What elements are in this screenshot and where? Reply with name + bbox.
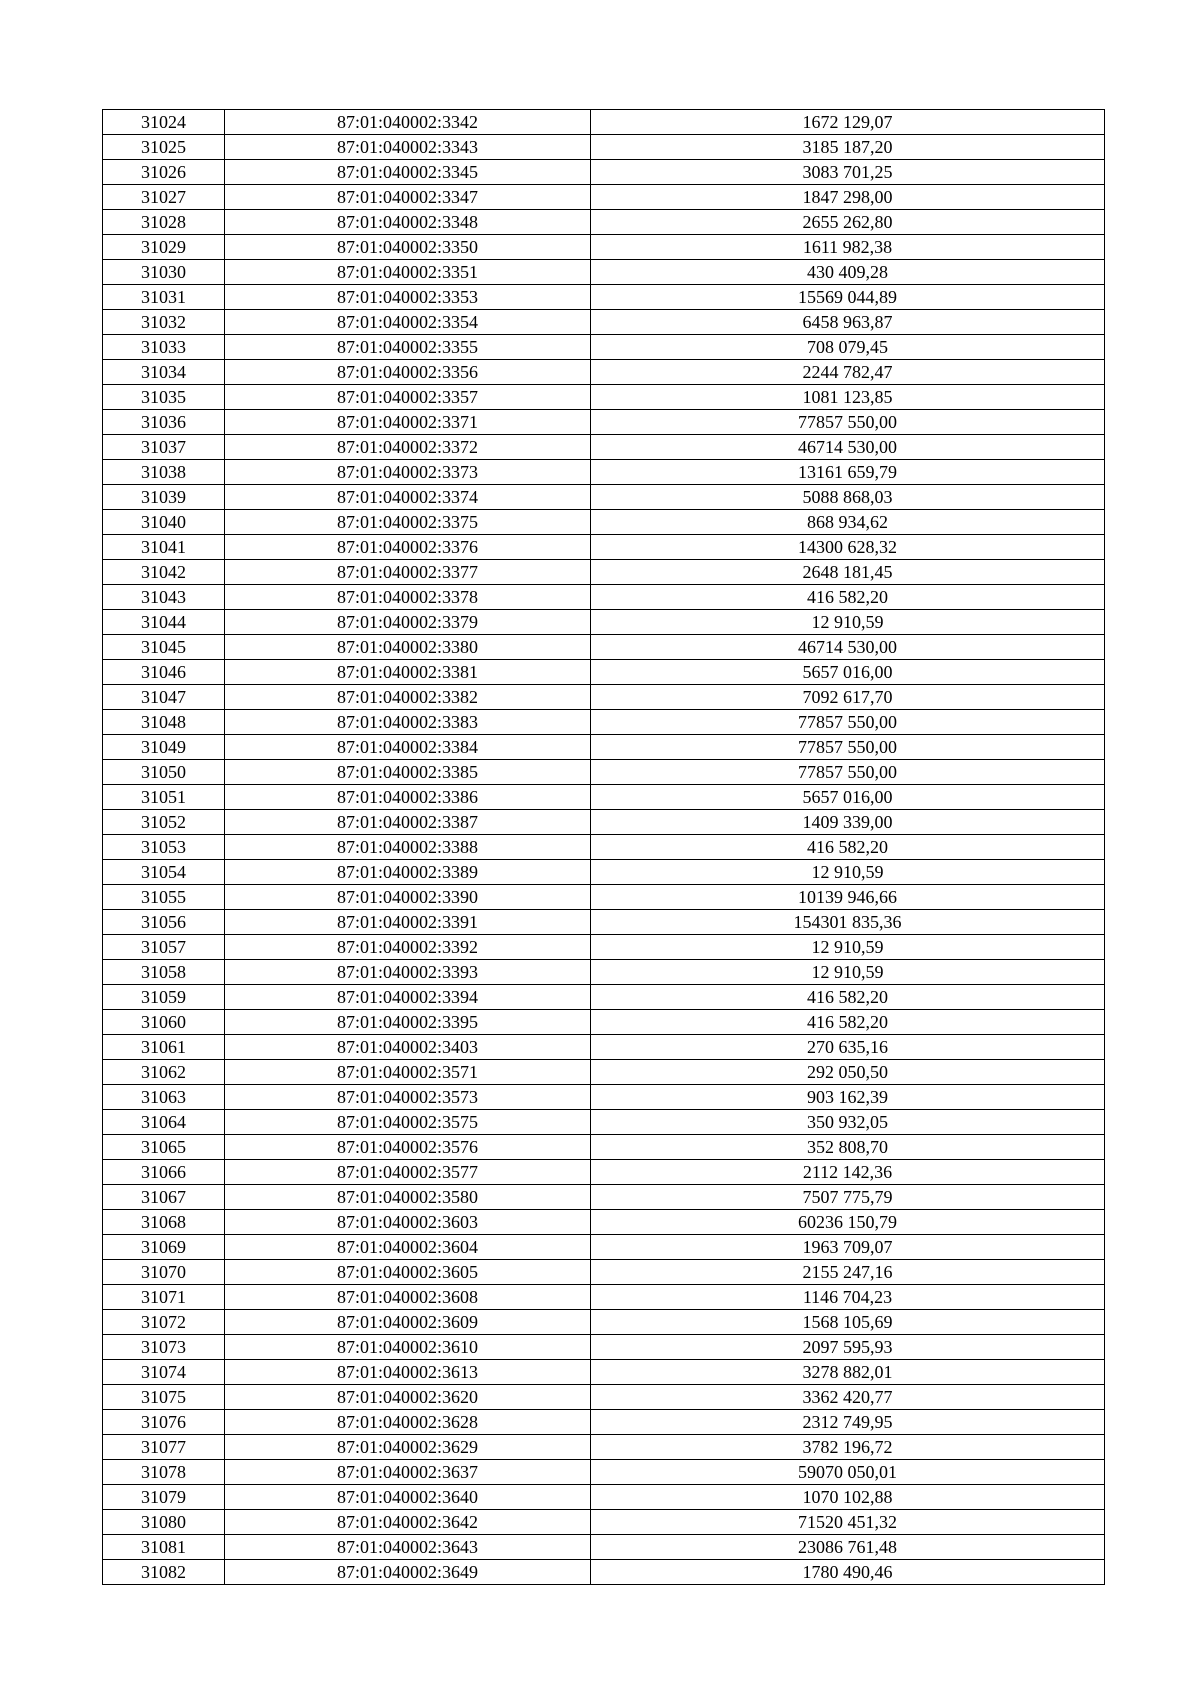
cadastral-value-cell: 1568 105,69 <box>591 1310 1105 1335</box>
cadastral-value-cell: 352 808,70 <box>591 1135 1105 1160</box>
row-number-cell: 31072 <box>103 1310 225 1335</box>
cadastral-number-cell: 87:01:040002:3571 <box>225 1060 591 1085</box>
cadastral-number-cell: 87:01:040002:3355 <box>225 335 591 360</box>
row-number-cell: 31027 <box>103 185 225 210</box>
table-row <box>103 635 1105 660</box>
row-number-cell: 31054 <box>103 860 225 885</box>
cadastral-number-cell: 87:01:040002:3605 <box>225 1260 591 1285</box>
cadastral-value-cell: 903 162,39 <box>591 1085 1105 1110</box>
cadastral-number-cell: 87:01:040002:3383 <box>225 710 591 735</box>
cadastral-value-cell: 1963 709,07 <box>591 1235 1105 1260</box>
row-number-cell: 31077 <box>103 1435 225 1460</box>
cadastral-value-cell: 416 582,20 <box>591 985 1105 1010</box>
row-number-cell: 31039 <box>103 485 225 510</box>
cadastral-number-cell: 87:01:040002:3604 <box>225 1235 591 1260</box>
cadastral-number-cell: 87:01:040002:3379 <box>225 610 591 635</box>
cadastral-number-cell: 87:01:040002:3378 <box>225 585 591 610</box>
cadastral-value-cell: 1081 123,85 <box>591 385 1105 410</box>
cadastral-value-cell: 3185 187,20 <box>591 135 1105 160</box>
table-row <box>103 210 1105 235</box>
table-body <box>103 110 1105 1585</box>
cadastral-value-cell: 2155 247,16 <box>591 1260 1105 1285</box>
row-number-cell: 31079 <box>103 1485 225 1510</box>
table-row <box>103 985 1105 1010</box>
cadastral-value-cell: 1780 490,46 <box>591 1560 1105 1585</box>
row-number-cell: 31071 <box>103 1285 225 1310</box>
row-number-cell: 31061 <box>103 1035 225 1060</box>
cadastral-value-cell: 416 582,20 <box>591 835 1105 860</box>
cadastral-value-cell: 2312 749,95 <box>591 1410 1105 1435</box>
table-row <box>103 910 1105 935</box>
cadastral-number-cell: 87:01:040002:3603 <box>225 1210 591 1235</box>
cadastral-value-cell: 12 910,59 <box>591 610 1105 635</box>
row-number-cell: 31034 <box>103 360 225 385</box>
table-row <box>103 1260 1105 1285</box>
table-row <box>103 235 1105 260</box>
cadastral-value-cell: 14300 628,32 <box>591 535 1105 560</box>
row-number-cell: 31080 <box>103 1510 225 1535</box>
cadastral-number-cell: 87:01:040002:3580 <box>225 1185 591 1210</box>
row-number-cell: 31075 <box>103 1385 225 1410</box>
cadastral-number-cell: 87:01:040002:3629 <box>225 1435 591 1460</box>
table-row <box>103 1360 1105 1385</box>
table-row <box>103 335 1105 360</box>
table-row <box>103 385 1105 410</box>
cadastral-number-cell: 87:01:040002:3373 <box>225 460 591 485</box>
cadastral-number-cell: 87:01:040002:3575 <box>225 1110 591 1135</box>
row-number-cell: 31065 <box>103 1135 225 1160</box>
row-number-cell: 31046 <box>103 660 225 685</box>
cadastral-number-cell: 87:01:040002:3375 <box>225 510 591 535</box>
table-row <box>103 1385 1105 1410</box>
table-row <box>103 860 1105 885</box>
cadastral-number-cell: 87:01:040002:3356 <box>225 360 591 385</box>
table-row <box>103 810 1105 835</box>
cadastral-value-cell: 2648 181,45 <box>591 560 1105 585</box>
row-number-cell: 31049 <box>103 735 225 760</box>
cadastral-value-cell: 154301 835,36 <box>591 910 1105 935</box>
cadastral-number-cell: 87:01:040002:3357 <box>225 385 591 410</box>
table-row <box>103 1285 1105 1310</box>
cadastral-number-cell: 87:01:040002:3377 <box>225 560 591 585</box>
row-number-cell: 31036 <box>103 410 225 435</box>
cadastral-number-cell: 87:01:040002:3392 <box>225 935 591 960</box>
table-row <box>103 285 1105 310</box>
table-row <box>103 510 1105 535</box>
table-row <box>103 685 1105 710</box>
row-number-cell: 31037 <box>103 435 225 460</box>
table-row <box>103 710 1105 735</box>
row-number-cell: 31074 <box>103 1360 225 1385</box>
cadastral-value-cell: 2244 782,47 <box>591 360 1105 385</box>
table-row <box>103 1410 1105 1435</box>
cadastral-number-cell: 87:01:040002:3382 <box>225 685 591 710</box>
row-number-cell: 31057 <box>103 935 225 960</box>
row-number-cell: 31044 <box>103 610 225 635</box>
cadastral-value-cell: 71520 451,32 <box>591 1510 1105 1535</box>
cadastral-number-cell: 87:01:040002:3637 <box>225 1460 591 1485</box>
row-number-cell: 31042 <box>103 560 225 585</box>
table-row <box>103 160 1105 185</box>
row-number-cell: 31060 <box>103 1010 225 1035</box>
row-number-cell: 31066 <box>103 1160 225 1185</box>
table-row <box>103 1010 1105 1035</box>
cadastral-value-cell: 77857 550,00 <box>591 410 1105 435</box>
row-number-cell: 31063 <box>103 1085 225 1110</box>
table-row <box>103 1535 1105 1560</box>
cadastral-value-cell: 10139 946,66 <box>591 885 1105 910</box>
cadastral-value-cell: 1672 129,07 <box>591 110 1105 135</box>
cadastral-value-cell: 292 050,50 <box>591 1060 1105 1085</box>
cadastral-value-cell: 6458 963,87 <box>591 310 1105 335</box>
cadastral-number-cell: 87:01:040002:3608 <box>225 1285 591 1310</box>
cadastral-number-cell: 87:01:040002:3343 <box>225 135 591 160</box>
table-row <box>103 760 1105 785</box>
cadastral-number-cell: 87:01:040002:3348 <box>225 210 591 235</box>
cadastral-value-cell: 1611 982,38 <box>591 235 1105 260</box>
row-number-cell: 31029 <box>103 235 225 260</box>
cadastral-value-cell: 5657 016,00 <box>591 660 1105 685</box>
row-number-cell: 31082 <box>103 1560 225 1585</box>
cadastral-value-cell: 5088 868,03 <box>591 485 1105 510</box>
cadastral-number-cell: 87:01:040002:3345 <box>225 160 591 185</box>
table-row <box>103 1110 1105 1135</box>
table-row <box>103 1210 1105 1235</box>
row-number-cell: 31032 <box>103 310 225 335</box>
table-row <box>103 585 1105 610</box>
row-number-cell: 31048 <box>103 710 225 735</box>
table-row <box>103 1235 1105 1260</box>
row-number-cell: 31050 <box>103 760 225 785</box>
row-number-cell: 31078 <box>103 1460 225 1485</box>
cadastral-number-cell: 87:01:040002:3394 <box>225 985 591 1010</box>
row-number-cell: 31055 <box>103 885 225 910</box>
cadastral-value-cell: 23086 761,48 <box>591 1535 1105 1560</box>
cadastral-value-cell: 3278 882,01 <box>591 1360 1105 1385</box>
cadastral-number-cell: 87:01:040002:3388 <box>225 835 591 860</box>
cadastral-number-cell: 87:01:040002:3610 <box>225 1335 591 1360</box>
row-number-cell: 31024 <box>103 110 225 135</box>
cadastral-number-cell: 87:01:040002:3643 <box>225 1535 591 1560</box>
cadastral-value-cell: 15569 044,89 <box>591 285 1105 310</box>
cadastral-value-cell: 1070 102,88 <box>591 1485 1105 1510</box>
cadastral-value-cell: 416 582,20 <box>591 585 1105 610</box>
table-row <box>103 260 1105 285</box>
cadastral-value-cell: 416 582,20 <box>591 1010 1105 1035</box>
cadastral-number-cell: 87:01:040002:3640 <box>225 1485 591 1510</box>
row-number-cell: 31031 <box>103 285 225 310</box>
row-number-cell: 31076 <box>103 1410 225 1435</box>
cadastral-value-cell: 3362 420,77 <box>591 1385 1105 1410</box>
row-number-cell: 31052 <box>103 810 225 835</box>
cadastral-value-cell: 12 910,59 <box>591 960 1105 985</box>
table-row <box>103 1485 1105 1510</box>
cadastral-number-cell: 87:01:040002:3577 <box>225 1160 591 1185</box>
table-row <box>103 835 1105 860</box>
cadastral-value-cell: 77857 550,00 <box>591 710 1105 735</box>
table-row <box>103 960 1105 985</box>
cadastral-number-cell: 87:01:040002:3642 <box>225 1510 591 1535</box>
row-number-cell: 31059 <box>103 985 225 1010</box>
table-row <box>103 110 1105 135</box>
table-row <box>103 1460 1105 1485</box>
cadastral-number-cell: 87:01:040002:3374 <box>225 485 591 510</box>
cadastral-number-cell: 87:01:040002:3609 <box>225 1310 591 1335</box>
cadastral-number-cell: 87:01:040002:3393 <box>225 960 591 985</box>
table-row <box>103 360 1105 385</box>
cadastral-value-cell: 350 932,05 <box>591 1110 1105 1135</box>
table-row <box>103 485 1105 510</box>
cadastral-value-cell: 430 409,28 <box>591 260 1105 285</box>
cadastral-value-cell: 77857 550,00 <box>591 760 1105 785</box>
cadastral-value-cell: 5657 016,00 <box>591 785 1105 810</box>
cadastral-number-cell: 87:01:040002:3354 <box>225 310 591 335</box>
cadastral-number-cell: 87:01:040002:3376 <box>225 535 591 560</box>
row-number-cell: 31041 <box>103 535 225 560</box>
cadastral-value-cell: 13161 659,79 <box>591 460 1105 485</box>
row-number-cell: 31073 <box>103 1335 225 1360</box>
cadastral-value-cell: 60236 150,79 <box>591 1210 1105 1235</box>
table-row <box>103 1435 1105 1460</box>
table-row <box>103 1510 1105 1535</box>
cadastral-number-cell: 87:01:040002:3372 <box>225 435 591 460</box>
cadastral-value-cell: 3083 701,25 <box>591 160 1105 185</box>
cadastral-value-cell: 2097 595,93 <box>591 1335 1105 1360</box>
row-number-cell: 31056 <box>103 910 225 935</box>
cadastral-value-cell: 1847 298,00 <box>591 185 1105 210</box>
cadastral-value-cell: 2112 142,36 <box>591 1160 1105 1185</box>
table-row <box>103 435 1105 460</box>
table-row <box>103 135 1105 160</box>
row-number-cell: 31058 <box>103 960 225 985</box>
cadastral-value-cell: 868 934,62 <box>591 510 1105 535</box>
cadastral-number-cell: 87:01:040002:3390 <box>225 885 591 910</box>
cadastral-number-cell: 87:01:040002:3387 <box>225 810 591 835</box>
cadastral-number-cell: 87:01:040002:3353 <box>225 285 591 310</box>
table-row <box>103 1185 1105 1210</box>
row-number-cell: 31081 <box>103 1535 225 1560</box>
cadastral-value-cell: 708 079,45 <box>591 335 1105 360</box>
cadastral-number-cell: 87:01:040002:3371 <box>225 410 591 435</box>
cadastral-value-cell: 1146 704,23 <box>591 1285 1105 1310</box>
table-row <box>103 785 1105 810</box>
cadastral-number-cell: 87:01:040002:3385 <box>225 760 591 785</box>
cadastral-value-cell: 59070 050,01 <box>591 1460 1105 1485</box>
row-number-cell: 31038 <box>103 460 225 485</box>
row-number-cell: 31067 <box>103 1185 225 1210</box>
row-number-cell: 31053 <box>103 835 225 860</box>
cadastral-number-cell: 87:01:040002:3351 <box>225 260 591 285</box>
cadastral-value-cell: 7092 617,70 <box>591 685 1105 710</box>
cadastral-number-cell: 87:01:040002:3386 <box>225 785 591 810</box>
row-number-cell: 31035 <box>103 385 225 410</box>
row-number-cell: 31045 <box>103 635 225 660</box>
cadastral-number-cell: 87:01:040002:3576 <box>225 1135 591 1160</box>
cadastral-number-cell: 87:01:040002:3391 <box>225 910 591 935</box>
table-row <box>103 1085 1105 1110</box>
cadastral-number-cell: 87:01:040002:3628 <box>225 1410 591 1435</box>
row-number-cell: 31064 <box>103 1110 225 1135</box>
table-row <box>103 410 1105 435</box>
cadastral-number-cell: 87:01:040002:3384 <box>225 735 591 760</box>
cadastral-value-cell: 2655 262,80 <box>591 210 1105 235</box>
table-row <box>103 1560 1105 1585</box>
row-number-cell: 31028 <box>103 210 225 235</box>
table-row <box>103 1035 1105 1060</box>
cadastral-number-cell: 87:01:040002:3350 <box>225 235 591 260</box>
cadastral-value-cell: 7507 775,79 <box>591 1185 1105 1210</box>
table-row <box>103 1310 1105 1335</box>
table-row <box>103 185 1105 210</box>
row-number-cell: 31025 <box>103 135 225 160</box>
row-number-cell: 31026 <box>103 160 225 185</box>
table-row <box>103 560 1105 585</box>
table-row <box>103 660 1105 685</box>
cadastral-value-cell: 46714 530,00 <box>591 635 1105 660</box>
cadastral-value-cell: 1409 339,00 <box>591 810 1105 835</box>
row-number-cell: 31070 <box>103 1260 225 1285</box>
cadastral-number-cell: 87:01:040002:3403 <box>225 1035 591 1060</box>
table-row <box>103 1135 1105 1160</box>
cadastral-number-cell: 87:01:040002:3380 <box>225 635 591 660</box>
table-row <box>103 1335 1105 1360</box>
cadastral-number-cell: 87:01:040002:3342 <box>225 110 591 135</box>
cadastral-number-cell: 87:01:040002:3649 <box>225 1560 591 1585</box>
table-row <box>103 535 1105 560</box>
table-row <box>103 885 1105 910</box>
row-number-cell: 31047 <box>103 685 225 710</box>
table-row <box>103 310 1105 335</box>
row-number-cell: 31043 <box>103 585 225 610</box>
row-number-cell: 31051 <box>103 785 225 810</box>
cadastral-number-cell: 87:01:040002:3381 <box>225 660 591 685</box>
cadastral-value-cell: 270 635,16 <box>591 1035 1105 1060</box>
row-number-cell: 31062 <box>103 1060 225 1085</box>
table-row <box>103 1060 1105 1085</box>
cadastral-number-cell: 87:01:040002:3620 <box>225 1385 591 1410</box>
table-row <box>103 1160 1105 1185</box>
cadastral-value-table <box>102 109 1105 1585</box>
row-number-cell: 31040 <box>103 510 225 535</box>
cadastral-number-cell: 87:01:040002:3395 <box>225 1010 591 1035</box>
cadastral-value-cell: 12 910,59 <box>591 935 1105 960</box>
cadastral-value-cell: 3782 196,72 <box>591 1435 1105 1460</box>
row-number-cell: 31069 <box>103 1235 225 1260</box>
cadastral-number-cell: 87:01:040002:3573 <box>225 1085 591 1110</box>
cadastral-value-cell: 77857 550,00 <box>591 735 1105 760</box>
cadastral-number-cell: 87:01:040002:3613 <box>225 1360 591 1385</box>
table-row <box>103 735 1105 760</box>
row-number-cell: 31068 <box>103 1210 225 1235</box>
cadastral-number-cell: 87:01:040002:3389 <box>225 860 591 885</box>
table-row <box>103 610 1105 635</box>
cadastral-value-cell: 12 910,59 <box>591 860 1105 885</box>
cadastral-number-cell: 87:01:040002:3347 <box>225 185 591 210</box>
row-number-cell: 31033 <box>103 335 225 360</box>
table-row <box>103 460 1105 485</box>
table-row <box>103 935 1105 960</box>
row-number-cell: 31030 <box>103 260 225 285</box>
cadastral-value-cell: 46714 530,00 <box>591 435 1105 460</box>
